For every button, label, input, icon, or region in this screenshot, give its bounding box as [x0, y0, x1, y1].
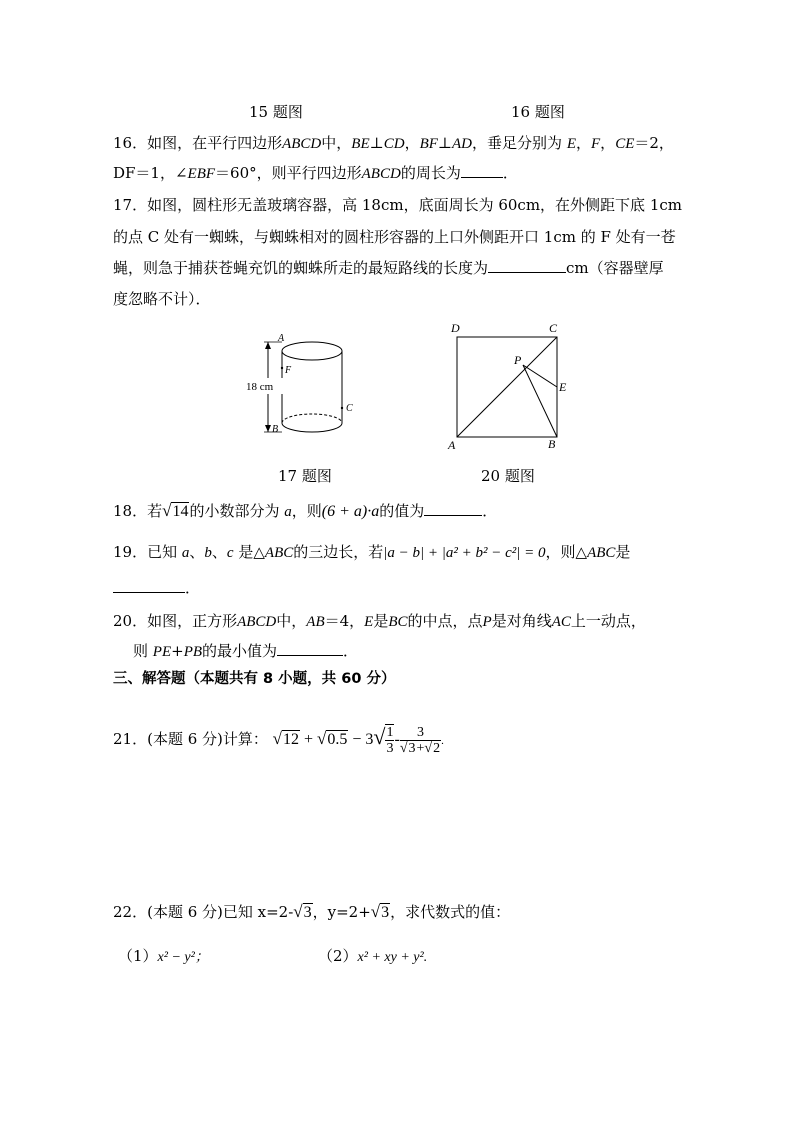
var-b: b: [204, 545, 212, 561]
q19-text: ，则△: [545, 543, 588, 561]
q19-text: 、: [189, 543, 205, 561]
section-heading: 三、解答题（本题共有 8 小题，共 60 分）: [113, 671, 396, 687]
operator: − 3: [352, 731, 374, 748]
caption-fig20: 20 题图: [481, 467, 535, 485]
q20-p: P: [482, 614, 492, 630]
q20-text: ＝4，: [324, 612, 365, 630]
label-c: C: [346, 403, 353, 414]
answer-blank[interactable]: [277, 641, 343, 656]
label-d: D: [451, 321, 460, 335]
arrow-down-icon: [265, 425, 271, 432]
q16-abcd: ABCD: [361, 166, 401, 182]
operator: -: [394, 731, 400, 748]
diagonal-ac: [457, 337, 557, 437]
q18-text: ，则: [291, 502, 322, 520]
q22-part2: [318, 945, 427, 966]
label-f: F: [285, 365, 292, 376]
caption-fig16: 16 题图: [511, 103, 565, 121]
q16-abcd: ABCD: [282, 136, 322, 152]
q18-expression: (6 + a)·a: [321, 503, 380, 520]
label-p: P: [514, 353, 522, 367]
cylinder-bottom-back: [282, 414, 342, 423]
q20-ac: AC: [551, 614, 571, 630]
operator: +: [304, 731, 314, 748]
operator: +: [416, 740, 425, 756]
q20-text: 20．如图，正方形: [113, 612, 238, 630]
radicand: 12: [283, 731, 299, 748]
q16-ebf: EBF: [187, 166, 216, 182]
q20-text: 中，: [276, 612, 307, 630]
q16-bf: BF: [419, 136, 438, 152]
label-a: A: [448, 438, 456, 452]
answer-blank[interactable]: [461, 163, 503, 178]
q16-text: 的周长为: [400, 164, 461, 182]
q19-text: 是: [615, 543, 631, 561]
fraction-3-over-sum: [400, 725, 441, 756]
radicand: 0.5: [327, 731, 348, 748]
radicand: 3: [381, 904, 390, 921]
figure-20-square: [443, 318, 573, 453]
q20-abcd: ABCD: [237, 614, 277, 630]
answer-blank[interactable]: [113, 578, 185, 593]
q19-line: [113, 542, 630, 563]
q17-line4: 度忽略不计）．: [113, 290, 211, 308]
sqrt-3: √3: [293, 902, 312, 921]
perp-symbol: ⊥: [369, 134, 384, 152]
answer-blank[interactable]: [424, 501, 482, 516]
sqrt-3: √3: [370, 902, 390, 921]
q22-text: ，求代数式的值：: [390, 903, 511, 921]
var-c: c: [226, 545, 234, 561]
q20-bc: BC: [388, 614, 408, 630]
q16-be: BE: [351, 136, 370, 152]
q19-text: 19．已知: [113, 543, 178, 561]
q20-text: 的最小值为: [202, 642, 278, 660]
q16-cd: CD: [383, 136, 405, 152]
height-label: 18 cm: [246, 381, 274, 393]
q16-text: ，: [600, 134, 616, 152]
q20-line2: [133, 641, 358, 662]
q22-expression-1: x² − y²；: [157, 950, 209, 965]
radicand: 3: [408, 740, 416, 756]
q20-text: 的中点，点: [407, 612, 483, 630]
sqrt-14: √14: [162, 501, 189, 520]
q16-text: ，: [575, 134, 591, 152]
q18-line: [113, 501, 497, 522]
q16-text: 16．如图，在平行四边形: [113, 134, 283, 152]
q16-line2: [113, 163, 518, 184]
q19-text: ．: [185, 579, 201, 597]
numerator: 3: [400, 725, 441, 741]
q22-text: 22．(本题 6 分)已知 x=2-: [113, 903, 294, 921]
q20-text: 是: [373, 612, 389, 630]
q16-text: ＝60°，则平行四边形: [215, 164, 362, 182]
q17-text: cm（容器壁厚: [566, 259, 664, 277]
var-a: a: [284, 504, 292, 520]
q20-e: E: [364, 614, 374, 630]
q20-line1: [113, 611, 646, 632]
q19-text: 的三边长，若: [293, 543, 384, 561]
denominator: 3: [386, 741, 394, 757]
q21-expression: √12 + √0.5 − 3√ $\frac{1}{3}$ - $\frac{3}{√3+√2}$ .: [272, 724, 444, 757]
triangle-abc: ABC: [587, 545, 616, 561]
q20-text: ．: [343, 642, 359, 660]
q20-text: 上一动点，: [570, 612, 646, 630]
operator: .: [441, 735, 444, 747]
label-c: C: [549, 321, 558, 335]
q19-text: 是△: [238, 543, 265, 561]
q19-line2: [113, 578, 200, 598]
q16-f: F: [591, 136, 601, 152]
q20-text: +: [171, 642, 184, 660]
denominator: √3+√2: [399, 740, 441, 756]
q17-line3: [113, 258, 664, 278]
label-b: B: [548, 437, 556, 451]
radicand: 2: [433, 740, 441, 756]
label-e: E: [559, 380, 567, 394]
q16-text: ，垂足分别为: [472, 134, 563, 152]
q19-expression: |a − b| + |a² + b² − c²| = 0: [383, 545, 546, 561]
q16-text: ．: [502, 164, 518, 182]
label-b: B: [272, 424, 279, 435]
q16-text: DF＝1，∠: [113, 164, 188, 182]
q17-line2: 的点 C 处有一蜘蛛，与蜘蛛相对的圆柱形容器的上口外侧距开口 1cm 的 F 处有一苍: [113, 228, 676, 246]
triangle-abc: ABC: [264, 545, 294, 561]
q16-text: 中，: [321, 134, 352, 152]
q22-part1: [118, 945, 209, 966]
q18-text: 18．若: [113, 502, 163, 520]
q22-part-label: （1）: [118, 947, 158, 965]
q17-line1: 17．如图，圆柱形无盖玻璃容器，高 18cm，底面周长为 60cm，在外侧距下底 1cm: [113, 196, 682, 214]
point-f: [281, 367, 283, 369]
q17-text: 蝇，则急于捕获苍蝇充饥的蜘蛛所走的最短路线的长度为: [113, 259, 489, 277]
perp-symbol: ⊥: [437, 134, 453, 152]
q22-expression-2: x² + xy + y².: [357, 950, 428, 965]
point-c: [341, 407, 343, 409]
q16-e: E: [566, 136, 576, 152]
figure-17-cylinder: [240, 328, 370, 443]
answer-blank[interactable]: [488, 258, 566, 273]
q16-ce: CE: [615, 136, 635, 152]
q21-line: [113, 723, 444, 756]
q22-text: ，y=2+: [312, 903, 371, 921]
label-a: A: [278, 333, 285, 344]
cylinder-top: [282, 342, 342, 360]
numerator: 1: [386, 725, 394, 741]
q20-pb: PB: [183, 644, 203, 660]
q18-text: ．: [482, 502, 498, 520]
q20-ab: AB: [306, 614, 325, 630]
q18-text: 的小数部分为: [189, 502, 280, 520]
q22-line: [113, 902, 510, 923]
q16-text: ＝2，: [634, 134, 674, 152]
q19-text: 、: [211, 543, 227, 561]
q20-text: 则: [133, 642, 149, 660]
var-a: a: [181, 545, 190, 561]
cylinder-bottom-front: [282, 423, 342, 432]
q18-text: 的值为: [379, 502, 425, 520]
q21-text: 21．(本题 6 分)计算：: [113, 730, 268, 748]
radicand: 3: [303, 904, 312, 921]
q16-ad: AD: [452, 136, 473, 152]
caption-fig15: 15 题图: [249, 103, 303, 121]
q22-part-label: （2）: [318, 947, 358, 965]
q16-text: ，: [404, 134, 420, 152]
caption-fig17: 17 题图: [278, 467, 332, 485]
q20-pe: PE: [152, 644, 172, 660]
q16-line1: [113, 133, 674, 154]
radicand: 14: [172, 503, 189, 520]
q20-text: 是对角线: [491, 612, 552, 630]
arrow-up-icon: [265, 342, 271, 349]
